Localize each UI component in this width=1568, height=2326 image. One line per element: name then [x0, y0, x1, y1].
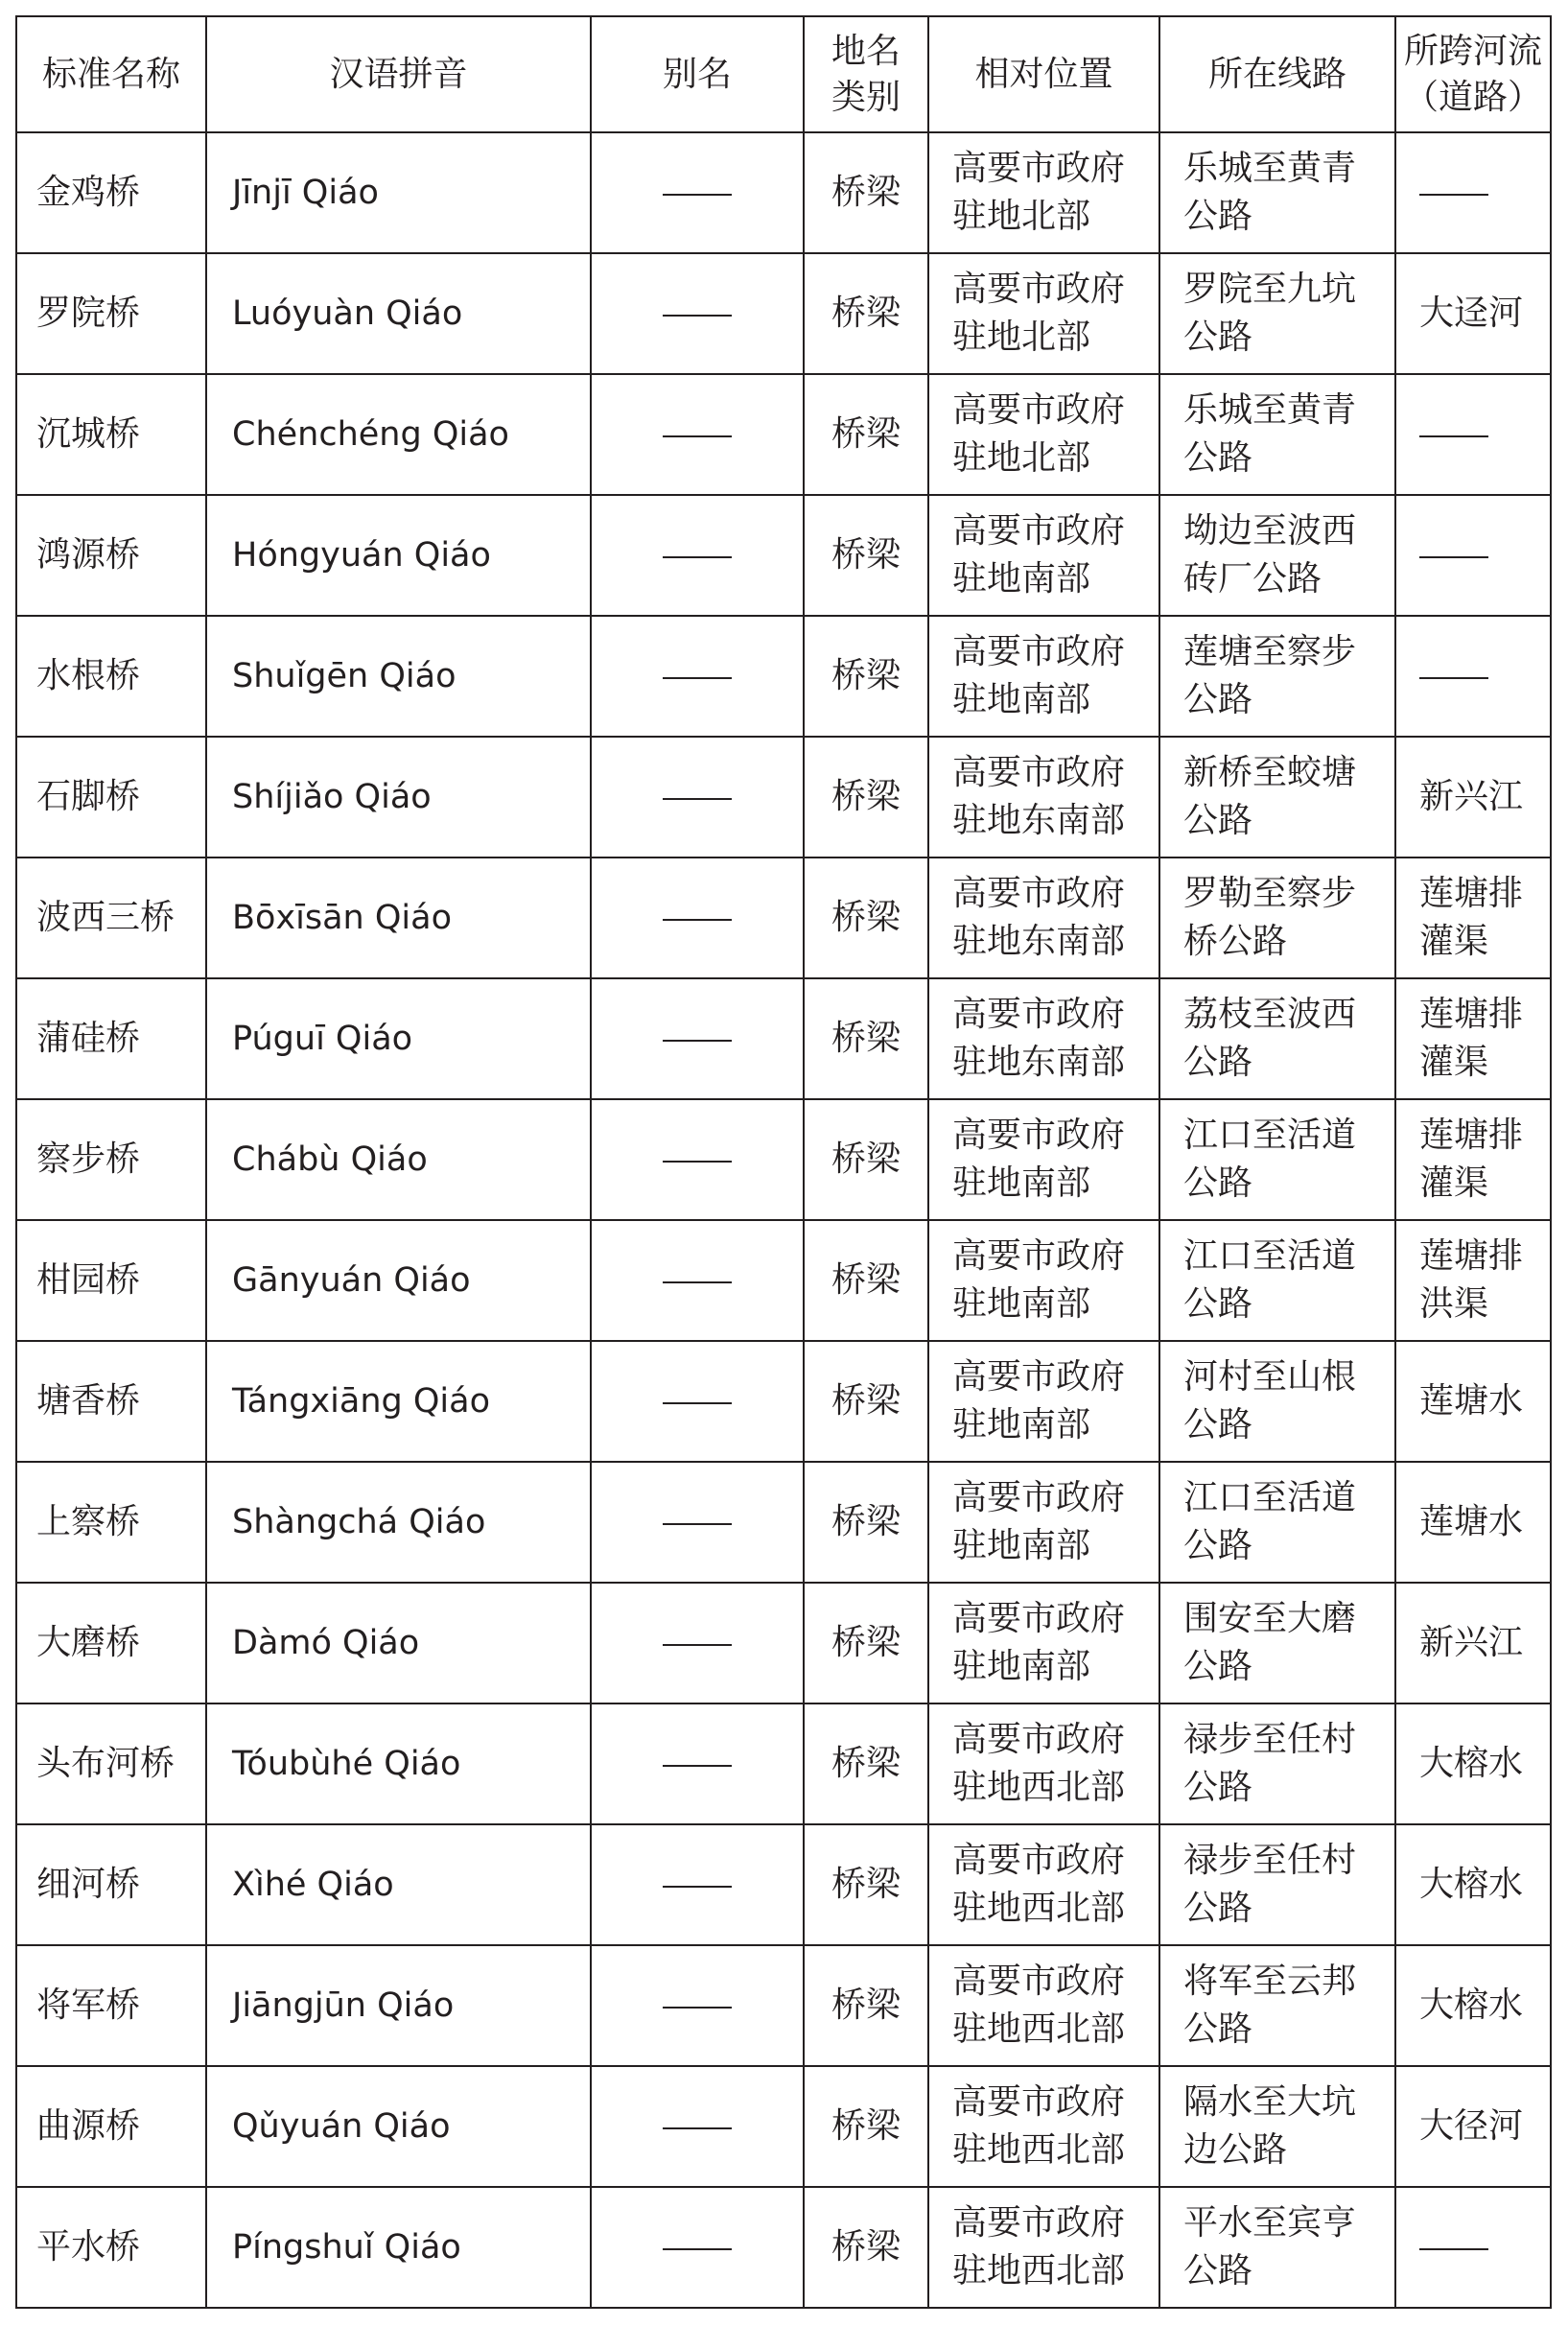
empty-dash [663, 2127, 732, 2129]
empty-dash [663, 1281, 732, 1283]
cell-pinyin [206, 1945, 591, 2066]
cell-pinyin [206, 374, 591, 495]
cell-standard-name-text: 细河桥 [36, 1865, 141, 1904]
cell-river-text: 莲塘水 [1419, 1381, 1524, 1421]
cell-pinyin-text: Tángxiāng Qiáo [232, 1382, 490, 1421]
cell-pinyin [206, 495, 591, 616]
cell-standard-name [16, 1220, 206, 1341]
cell-pinyin-text: Luóyuàn Qiáo [232, 294, 463, 333]
cell-river [1395, 1703, 1551, 1824]
cell-alias [591, 2187, 804, 2308]
cell-pinyin-text: Shàngchá Qiáo [232, 1503, 486, 1541]
cell-route [1159, 495, 1395, 616]
cell-standard-name-text: 塘香桥 [36, 1381, 141, 1421]
cell-river [1395, 2187, 1551, 2308]
cell-relative-position [928, 737, 1159, 858]
cell-relative-position [928, 1099, 1159, 1220]
cell-type-text: 桥梁 [831, 1744, 901, 1783]
cell-relative-position [928, 2187, 1159, 2308]
table-row [16, 1583, 1551, 1703]
table-row [16, 2066, 1551, 2187]
cell-relative-position-text: 高要市政府驻地东南部 [952, 995, 1126, 1082]
cell-relative-position [928, 1583, 1159, 1703]
cell-relative-position-text: 高要市政府驻地南部 [952, 632, 1126, 719]
cell-type [804, 495, 928, 616]
empty-dash [663, 1523, 732, 1525]
cell-standard-name [16, 132, 206, 253]
cell-standard-name-text: 平水桥 [36, 2227, 141, 2267]
cell-alias [591, 495, 804, 616]
table-row [16, 253, 1551, 374]
cell-relative-position [928, 132, 1159, 253]
cell-river [1395, 132, 1551, 253]
cell-route [1159, 2187, 1395, 2308]
cell-pinyin-text: Bōxīsān Qiáo [232, 899, 452, 937]
header-alias: 别名 [591, 16, 804, 132]
cell-pinyin-text: Xìhé Qiáo [232, 1866, 394, 1904]
cell-pinyin [206, 978, 591, 1099]
cell-type-text: 桥梁 [831, 656, 901, 695]
cell-route [1159, 253, 1395, 374]
cell-route-text: 禄步至任村公路 [1183, 1720, 1357, 1807]
cell-pinyin-text: Tóubùhé Qiáo [232, 1745, 461, 1783]
cell-alias [591, 1703, 804, 1824]
cell-relative-position-text: 高要市政府驻地西北部 [952, 1720, 1126, 1807]
header-type [804, 16, 928, 132]
empty-dash [663, 1040, 732, 1042]
cell-river-text: 大迳河 [1419, 294, 1524, 333]
cell-standard-name [16, 1703, 206, 1824]
cell-type [804, 1462, 928, 1583]
cell-relative-position [928, 374, 1159, 495]
cell-relative-position [928, 1220, 1159, 1341]
cell-route-text: 坳边至波西砖厂公路 [1183, 511, 1357, 599]
cell-standard-name-text: 上察桥 [36, 1502, 141, 1541]
empty-dash [663, 2007, 732, 2009]
cell-river-text: 莲塘排灌渠 [1419, 995, 1524, 1082]
header-pinyin: 汉语拼音 [206, 16, 591, 132]
cell-standard-name-text: 头布河桥 [36, 1744, 176, 1783]
cell-relative-position-text: 高要市政府驻地南部 [952, 1116, 1126, 1203]
cell-relative-position-text: 高要市政府驻地西北部 [952, 1841, 1126, 1928]
cell-standard-name-text: 罗院桥 [36, 294, 141, 333]
cell-type [804, 858, 928, 978]
cell-route [1159, 737, 1395, 858]
table-row [16, 978, 1551, 1099]
cell-route-text: 莲塘至察步公路 [1183, 632, 1357, 719]
place-name-table-page [15, 15, 1550, 2309]
cell-relative-position-text: 高要市政府驻地北部 [952, 390, 1126, 478]
empty-dash [663, 1765, 732, 1767]
header-standard-name: 标准名称 [16, 16, 206, 132]
cell-type-text: 桥梁 [831, 294, 901, 333]
cell-pinyin-text: Chénchéng Qiáo [232, 415, 509, 454]
cell-river-text: 莲塘排洪渠 [1419, 1236, 1524, 1324]
cell-relative-position [928, 1945, 1159, 2066]
table-row [16, 858, 1551, 978]
cell-standard-name [16, 1462, 206, 1583]
cell-standard-name-text: 蒲硅桥 [36, 1019, 141, 1058]
cell-route-text: 平水至宾亨公路 [1183, 2203, 1357, 2291]
cell-route [1159, 1462, 1395, 1583]
cell-river [1395, 1220, 1551, 1341]
table-row [16, 374, 1551, 495]
cell-standard-name-text: 波西三桥 [36, 898, 176, 937]
cell-relative-position-text: 高要市政府驻地南部 [952, 1599, 1126, 1686]
table-row [16, 1341, 1551, 1462]
cell-pinyin [206, 2187, 591, 2308]
cell-route [1159, 2066, 1395, 2187]
cell-standard-name [16, 495, 206, 616]
cell-type-text: 桥梁 [831, 535, 901, 575]
table-row [16, 616, 1551, 737]
cell-pinyin [206, 1824, 591, 1945]
cell-standard-name [16, 374, 206, 495]
cell-relative-position-text: 高要市政府驻地西北部 [952, 2082, 1126, 2170]
cell-type [804, 1220, 928, 1341]
cell-route [1159, 1583, 1395, 1703]
cell-pinyin [206, 616, 591, 737]
cell-type-text: 桥梁 [831, 1381, 901, 1421]
empty-dash [663, 315, 732, 317]
empty-dash [1419, 435, 1488, 437]
cell-route [1159, 1220, 1395, 1341]
empty-dash [663, 1886, 732, 1888]
cell-river [1395, 737, 1551, 858]
cell-alias [591, 978, 804, 1099]
cell-alias [591, 2066, 804, 2187]
cell-type-text: 桥梁 [831, 2227, 901, 2267]
table-body [16, 132, 1551, 2308]
cell-type [804, 1824, 928, 1945]
table-row [16, 737, 1551, 858]
cell-river-text: 大榕水 [1419, 1744, 1524, 1783]
cell-type-text: 桥梁 [831, 1019, 901, 1058]
cell-river [1395, 253, 1551, 374]
cell-standard-name-text: 鸿源桥 [36, 535, 141, 575]
cell-pinyin-text: Dàmó Qiáo [232, 1624, 420, 1662]
cell-type-text: 桥梁 [831, 1623, 901, 1662]
cell-standard-name-text: 水根桥 [36, 656, 141, 695]
cell-river [1395, 858, 1551, 978]
empty-dash [663, 919, 732, 921]
cell-type-text: 桥梁 [831, 1865, 901, 1904]
cell-type [804, 1703, 928, 1824]
cell-river [1395, 2066, 1551, 2187]
cell-route [1159, 374, 1395, 495]
cell-pinyin [206, 737, 591, 858]
cell-route [1159, 1703, 1395, 1824]
table-row [16, 1220, 1551, 1341]
cell-type [804, 2187, 928, 2308]
cell-relative-position-text: 高要市政府驻地东南部 [952, 874, 1126, 961]
cell-route-text: 江口至活道公路 [1183, 1236, 1357, 1324]
header-type-line2: 类别 [831, 77, 901, 117]
cell-river [1395, 616, 1551, 737]
cell-standard-name [16, 2187, 206, 2308]
cell-relative-position [928, 616, 1159, 737]
cell-river-text: 大榕水 [1419, 1865, 1524, 1904]
cell-type-text: 桥梁 [831, 898, 901, 937]
cell-river-text: 新兴江 [1419, 1623, 1524, 1662]
cell-alias [591, 1824, 804, 1945]
cell-route-text: 新桥至蛟塘公路 [1183, 753, 1357, 840]
table-row [16, 1945, 1551, 2066]
cell-standard-name [16, 1824, 206, 1945]
cell-river-text: 新兴江 [1419, 777, 1524, 816]
cell-relative-position [928, 1341, 1159, 1462]
cell-alias [591, 1220, 804, 1341]
cell-route-text: 罗勒至察步桥公路 [1183, 874, 1357, 961]
cell-alias [591, 1945, 804, 2066]
cell-route [1159, 858, 1395, 978]
table-row [16, 2187, 1551, 2308]
cell-route-text: 围安至大磨公路 [1183, 1599, 1357, 1686]
table-row [16, 1462, 1551, 1583]
cell-pinyin-text: Shíjiǎo Qiáo [232, 778, 432, 816]
cell-pinyin [206, 1462, 591, 1583]
cell-standard-name-text: 柑园桥 [36, 1260, 141, 1300]
cell-standard-name [16, 1341, 206, 1462]
cell-river [1395, 1945, 1551, 2066]
cell-type [804, 1583, 928, 1703]
cell-route-text: 乐城至黄青公路 [1183, 390, 1357, 478]
cell-pinyin-text: Chábù Qiáo [232, 1140, 428, 1179]
cell-pinyin [206, 1341, 591, 1462]
cell-river [1395, 1099, 1551, 1220]
cell-route [1159, 1824, 1395, 1945]
cell-relative-position [928, 1462, 1159, 1583]
header-river [1395, 16, 1551, 132]
cell-river-text: 莲塘排灌渠 [1419, 1116, 1524, 1203]
cell-type [804, 978, 928, 1099]
cell-alias [591, 253, 804, 374]
cell-standard-name-text: 金鸡桥 [36, 173, 141, 212]
cell-river-text: 大榕水 [1419, 1985, 1524, 2025]
cell-river [1395, 495, 1551, 616]
cell-route-text: 河村至山根公路 [1183, 1357, 1357, 1445]
cell-pinyin-text: Púguī Qiáo [232, 1020, 413, 1058]
cell-relative-position-text: 高要市政府驻地西北部 [952, 1962, 1126, 2049]
cell-relative-position-text: 高要市政府驻地南部 [952, 1357, 1126, 1445]
cell-standard-name [16, 737, 206, 858]
cell-standard-name-text: 察步桥 [36, 1140, 141, 1179]
cell-type [804, 132, 928, 253]
cell-relative-position [928, 978, 1159, 1099]
cell-route-text: 江口至活道公路 [1183, 1478, 1357, 1565]
cell-standard-name [16, 616, 206, 737]
cell-pinyin-text: Qǔyuán Qiáo [232, 2107, 451, 2146]
cell-type-text: 桥梁 [831, 1260, 901, 1300]
cell-relative-position-text: 高要市政府驻地南部 [952, 1236, 1126, 1324]
empty-dash [1419, 2248, 1488, 2250]
header-relative-position: 相对位置 [928, 16, 1159, 132]
cell-pinyin-text: Jiāngjūn Qiáo [232, 1986, 455, 2025]
cell-standard-name [16, 253, 206, 374]
empty-dash [1419, 194, 1488, 196]
cell-route-text: 禄步至任村公路 [1183, 1841, 1357, 1928]
cell-type [804, 374, 928, 495]
cell-standard-name-text: 石脚桥 [36, 777, 141, 816]
cell-pinyin [206, 1099, 591, 1220]
cell-route-text: 江口至活道公路 [1183, 1116, 1357, 1203]
table-row [16, 495, 1551, 616]
cell-pinyin [206, 132, 591, 253]
header-type-line1: 地名 [831, 31, 901, 71]
cell-type-text: 桥梁 [831, 1502, 901, 1541]
cell-standard-name [16, 2066, 206, 2187]
table-header-row [16, 16, 1551, 132]
cell-route-text: 隔水至大坑边公路 [1183, 2082, 1357, 2170]
cell-type [804, 737, 928, 858]
header-river-line1: 所跨河流 [1403, 31, 1542, 71]
empty-dash [663, 1644, 732, 1646]
bridge-place-name-table [15, 15, 1552, 2309]
cell-type-text: 桥梁 [831, 414, 901, 454]
cell-pinyin-text: Gānyuán Qiáo [232, 1261, 471, 1300]
cell-standard-name-text: 沉城桥 [36, 414, 141, 454]
empty-dash [663, 556, 732, 558]
cell-river [1395, 978, 1551, 1099]
cell-river [1395, 1583, 1551, 1703]
cell-relative-position [928, 495, 1159, 616]
cell-route-text: 乐城至黄青公路 [1183, 149, 1357, 236]
cell-alias [591, 858, 804, 978]
cell-pinyin [206, 1220, 591, 1341]
cell-standard-name [16, 1583, 206, 1703]
empty-dash [663, 194, 732, 196]
cell-route [1159, 1945, 1395, 2066]
empty-dash [663, 1402, 732, 1404]
table-row [16, 1824, 1551, 1945]
cell-relative-position-text: 高要市政府驻地南部 [952, 511, 1126, 599]
cell-standard-name-text: 大磨桥 [36, 1623, 141, 1662]
cell-pinyin [206, 253, 591, 374]
cell-relative-position-text: 高要市政府驻地东南部 [952, 753, 1126, 840]
cell-route-text: 荔枝至波西公路 [1183, 995, 1357, 1082]
empty-dash [663, 677, 732, 679]
cell-type-text: 桥梁 [831, 777, 901, 816]
empty-dash [663, 2248, 732, 2250]
cell-type [804, 616, 928, 737]
table-row [16, 132, 1551, 253]
cell-type [804, 1945, 928, 2066]
cell-standard-name [16, 978, 206, 1099]
empty-dash [1419, 677, 1488, 679]
cell-pinyin [206, 1583, 591, 1703]
cell-route-text: 罗院至九坑公路 [1183, 270, 1357, 357]
cell-relative-position [928, 1824, 1159, 1945]
cell-type-text: 桥梁 [831, 173, 901, 212]
cell-river-text: 大径河 [1419, 2106, 1524, 2146]
cell-river [1395, 374, 1551, 495]
cell-route [1159, 132, 1395, 253]
cell-relative-position [928, 858, 1159, 978]
cell-pinyin [206, 858, 591, 978]
empty-dash [1419, 556, 1488, 558]
cell-type [804, 1341, 928, 1462]
table-row [16, 1703, 1551, 1824]
cell-type-text: 桥梁 [831, 1140, 901, 1179]
cell-alias [591, 616, 804, 737]
cell-route-text: 将军至云邦公路 [1183, 1962, 1357, 2049]
cell-alias [591, 1462, 804, 1583]
cell-relative-position-text: 高要市政府驻地南部 [952, 1478, 1126, 1565]
empty-dash [663, 1161, 732, 1163]
cell-alias [591, 1341, 804, 1462]
header-river-line2: （道路） [1403, 77, 1542, 117]
cell-pinyin-text: Píngshuǐ Qiáo [232, 2228, 461, 2267]
cell-river [1395, 1462, 1551, 1583]
cell-type [804, 2066, 928, 2187]
cell-alias [591, 737, 804, 858]
empty-dash [663, 435, 732, 437]
cell-pinyin [206, 2066, 591, 2187]
cell-relative-position-text: 高要市政府驻地北部 [952, 149, 1126, 236]
cell-type-text: 桥梁 [831, 2106, 901, 2146]
cell-river [1395, 1824, 1551, 1945]
cell-relative-position-text: 高要市政府驻地西北部 [952, 2203, 1126, 2291]
cell-standard-name-text: 将军桥 [36, 1985, 141, 2025]
cell-standard-name [16, 1099, 206, 1220]
cell-relative-position [928, 2066, 1159, 2187]
cell-alias [591, 374, 804, 495]
cell-route [1159, 1341, 1395, 1462]
cell-river-text: 莲塘水 [1419, 1502, 1524, 1541]
cell-relative-position [928, 1703, 1159, 1824]
cell-alias [591, 1583, 804, 1703]
cell-pinyin-text: Shuǐgēn Qiáo [232, 657, 456, 695]
cell-standard-name [16, 1945, 206, 2066]
table-row [16, 1099, 1551, 1220]
cell-route [1159, 616, 1395, 737]
cell-pinyin-text: Jīnjī Qiáo [232, 174, 379, 212]
empty-dash [663, 798, 732, 800]
cell-alias [591, 1099, 804, 1220]
cell-river [1395, 1341, 1551, 1462]
cell-type [804, 253, 928, 374]
cell-route [1159, 1099, 1395, 1220]
cell-relative-position-text: 高要市政府驻地北部 [952, 270, 1126, 357]
cell-pinyin [206, 1703, 591, 1824]
cell-route [1159, 978, 1395, 1099]
cell-alias [591, 132, 804, 253]
cell-standard-name-text: 曲源桥 [36, 2106, 141, 2146]
cell-river-text: 莲塘排灌渠 [1419, 874, 1524, 961]
cell-relative-position [928, 253, 1159, 374]
header-route: 所在线路 [1159, 16, 1395, 132]
cell-type [804, 1099, 928, 1220]
cell-standard-name [16, 858, 206, 978]
cell-pinyin-text: Hóngyuán Qiáo [232, 536, 491, 575]
cell-type-text: 桥梁 [831, 1985, 901, 2025]
